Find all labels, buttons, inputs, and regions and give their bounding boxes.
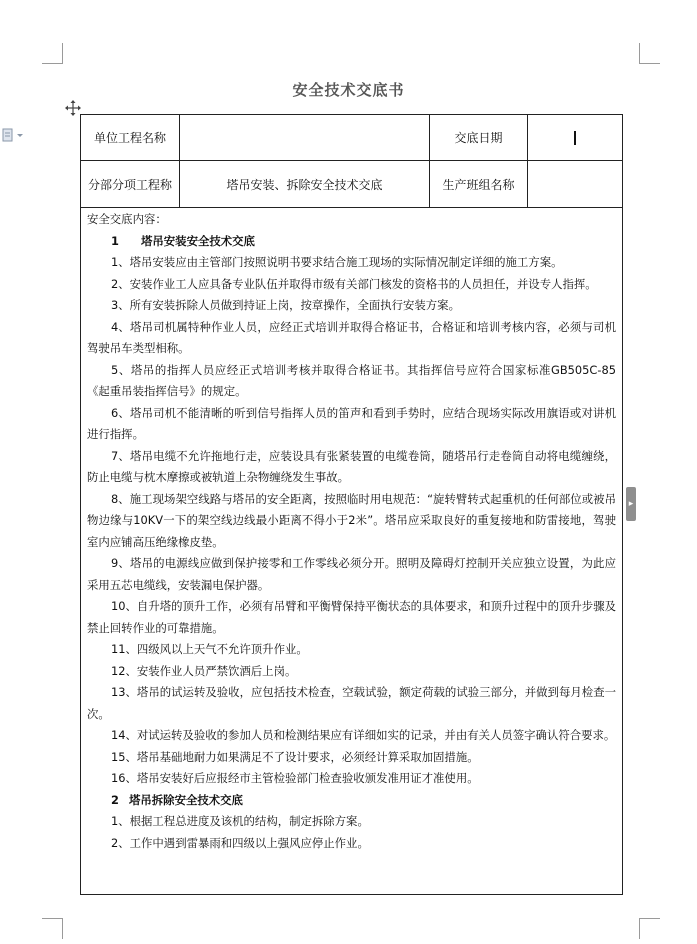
document-title: 安全技术交底书	[292, 81, 405, 99]
document-options-icon[interactable]	[2, 128, 30, 142]
page-corner-mark-top-right	[639, 43, 660, 64]
list-item: 6、塔吊司机不能清晰的听到信号指挥人员的笛声和看到手势时，应结合现场实际改用旗语或对讲机进行指挥。	[87, 405, 616, 441]
header-row-1	[81, 115, 622, 161]
section-1-title: 塔吊安装安全技术交底	[141, 233, 255, 248]
list-item: 11、四级风以上天气不允许顶升作业。	[111, 642, 308, 656]
date-field[interactable]	[527, 115, 622, 160]
disclosure-content[interactable]	[81, 209, 622, 854]
team-field[interactable]	[527, 161, 622, 207]
list-item: 12、安装作业人员严禁饮酒后上岗。	[111, 663, 297, 678]
header-row-2	[81, 161, 622, 208]
page-corner-mark-bottom-left	[42, 918, 63, 939]
sub-project-field[interactable]: 塔吊安装、拆除安全技术交底	[179, 161, 429, 207]
list-item: 1、根据工程总进度及该机的结构，制定拆除方案。	[111, 814, 369, 828]
list-item: 3、所有安装拆除人员做到持证上岗，按章操作，全面执行安装方案。	[111, 298, 460, 312]
section-1-heading	[87, 231, 616, 253]
team-label: 生产班组名称	[429, 161, 527, 207]
unit-project-label: 单位工程名称	[93, 131, 166, 145]
list-item: 15、塔吊基础地耐力如果满足不了设计要求，必须经计算采取加固措施。	[111, 749, 479, 764]
content-intro: 安全交底内容：	[87, 212, 167, 226]
section-2-number: 2	[111, 792, 119, 807]
section-1-number: 1	[111, 233, 119, 248]
sub-project-label: 分部分项工程称	[87, 177, 172, 192]
list-item: 2、安装作业工人应具备专业队伍并取得市级有关部门核发的资格书的人员担任，并设专人指挥。	[111, 276, 597, 291]
list-item: 5、塔吊的指挥人员应经正式培训考核并取得合格证书。其指挥信号应符合国家标准GB505C-85《起重吊装指挥信号》的规定。	[87, 362, 616, 398]
list-item: 8、施工现场架空线路与塔吊的安全距离，按照临时用电规范：“旋转臂转式起重机的任何部位或被吊物边缘与10KV一下的架空线边线最小距离不得小于2米”。塔吊应采取良好的重复接地和防雷接地，驾驶室内应铺高压绝缘橡皮垫。	[87, 491, 616, 549]
list-item: 2、工作中遇到雷暴雨和四级以上强风应停止作业。	[111, 835, 369, 850]
list-item: 13、塔吊的试运转及验收，应包括技术检查，空载试验，额定荷载的试验三部分，并做到每月检查一次。	[87, 685, 616, 721]
list-item: 1、塔吊安装应由主管部门按照说明书要求结合施工现场的实际情况制定详细的施工方案。	[111, 255, 563, 269]
unit-project-field[interactable]	[179, 115, 429, 160]
side-panel-toggle-icon[interactable]: ▸	[626, 487, 636, 521]
text-cursor	[574, 131, 576, 145]
list-item: 14、对试运转及验收的参加人员和检测结果应有详细如实的记录，并由有关人员签字确认符合要求。	[111, 728, 616, 742]
list-item: 4、塔吊司机属特种作业人员，应经正式培训并取得合格证书，合格证和培训考核内容，必须与司机驾驶吊车类型相称。	[87, 319, 616, 355]
list-item: 9、塔吊的电源线应做到保护接零和工作零线必须分开。照明及障碍灯控制开关应独立设置，为此应采用五芯电缆线，安装漏电保护器。	[87, 556, 616, 592]
list-item: 7、塔吊电缆不允许拖地行走，应装设具有张紧装置的电缆卷筒，随塔吊行走卷筒自动将电缆缠绕，防止电缆与枕木摩擦或被轨道上杂物缠绕发生事故。	[87, 448, 616, 484]
list-item: 10、自升塔的顶升工作，必须有吊臂和平衡臂保持平衡状态的具体要求，和顶升过程中的顶升步骤及禁止回转作业的可靠措施。	[87, 599, 616, 635]
page-corner-mark-top-left	[42, 43, 63, 64]
date-label: 交底日期	[429, 115, 527, 160]
safety-disclosure-table	[80, 114, 623, 895]
section-2-heading	[87, 790, 616, 812]
section-2-title: 塔吊拆除安全技术交底	[129, 792, 243, 807]
list-item: 16、塔吊安装好后应报经市主管检验部门检查验收颁发准用证才准使用。	[111, 771, 479, 785]
page-corner-mark-bottom-right	[639, 918, 660, 939]
